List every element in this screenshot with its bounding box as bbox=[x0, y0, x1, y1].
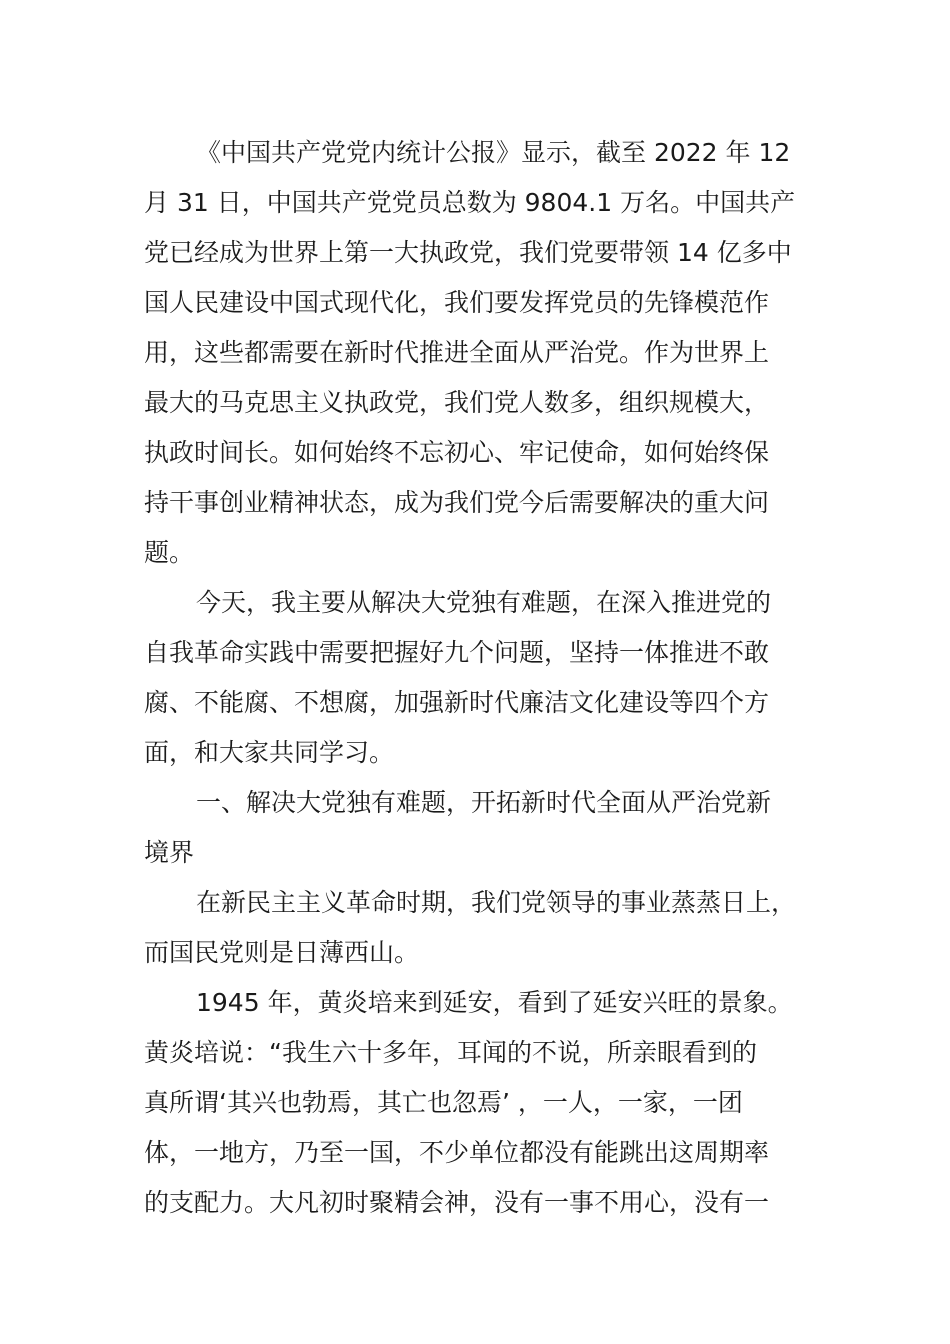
section-heading-line: 一、解决大党独有难题，开拓新时代全面从严治党新 bbox=[196, 788, 772, 817]
paragraph-3-line: 而国民党则是日薄西山。 bbox=[144, 938, 420, 967]
document-body bbox=[144, 128, 824, 1228]
paragraph-2-line: 自我革命实践中需要把握好九个问题，坚持一体推进不敢 bbox=[144, 638, 770, 667]
paragraph-1-line: 最大的马克思主义执政党，我们党人数多，组织规模大， bbox=[144, 388, 770, 417]
paragraph-2-line: 腐、不能腐、不想腐，加强新时代廉洁文化建设等四个方 bbox=[144, 688, 770, 717]
paragraph-1-line: 党已经成为世界上第一大执政党，我们党要带领 14 亿多中 bbox=[144, 238, 792, 267]
paragraph-1-line: 题。 bbox=[144, 538, 195, 567]
paragraph-1-line: 月 31 日，中国共产党党员总数为 9804.1 万名。中国共产 bbox=[144, 188, 796, 217]
paragraph-4-line: 体，一地方，乃至一国，不少单位都没有能跳出这周期率 bbox=[144, 1138, 770, 1167]
paragraph-3-line: 在新民主主义革命时期，我们党领导的事业蒸蒸日上， bbox=[196, 888, 797, 917]
paragraph-1-line: 《中国共产党党内统计公报》显示，截至 2022 年 12 bbox=[196, 138, 791, 167]
paragraph-1-line: 执政时间长。如何始终不忘初心、牢记使命，如何始终保 bbox=[144, 438, 770, 467]
paragraph-1-line: 国人民建设中国式现代化，我们要发挥党员的先锋模范作 bbox=[144, 288, 770, 317]
paragraph-4-line: 的支配力。大凡初时聚精会神，没有一事不用心，没有一 bbox=[144, 1188, 770, 1217]
paragraph-1-line: 持干事创业精神状态，成为我们党今后需要解决的重大问 bbox=[144, 488, 770, 517]
paragraph-4-line: 1945 年，黄炎培来到延安，看到了延安兴旺的景象。 bbox=[196, 988, 793, 1017]
section-heading-line: 境界 bbox=[144, 838, 195, 867]
paragraph-1-line: 用，这些都需要在新时代推进全面从严治党。作为世界上 bbox=[144, 338, 770, 367]
paragraph-4-line: 真所谓‘其兴也勃焉，其亡也忽焉’ ，一人，一家，一团 bbox=[144, 1088, 743, 1117]
paragraph-4-line: 黄炎培说：“我生六十多年，耳闻的不说，所亲眼看到的 bbox=[144, 1038, 757, 1067]
paragraph-2-line: 今天，我主要从解决大党独有难题，在深入推进党的 bbox=[196, 588, 772, 617]
paragraph-2-line: 面，和大家共同学习。 bbox=[144, 738, 395, 767]
